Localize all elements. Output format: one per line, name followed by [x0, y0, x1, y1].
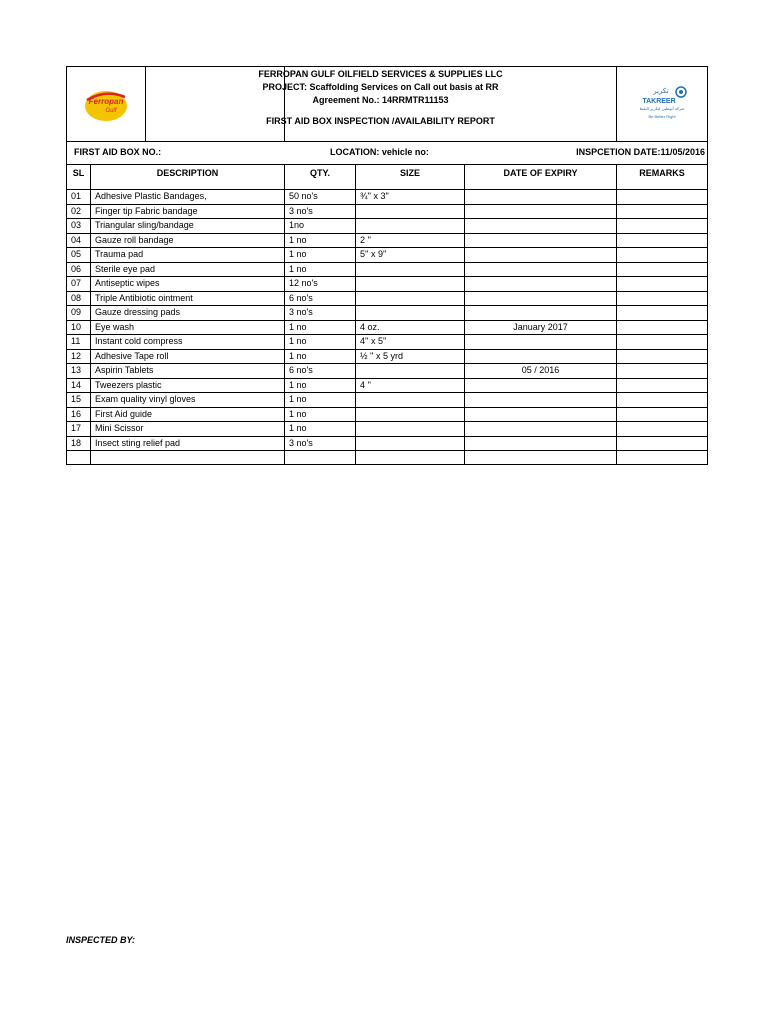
expiry-cell [465, 233, 617, 248]
size-cell [356, 393, 465, 408]
qty-cell: 1 no [285, 378, 356, 393]
qty-cell: 1 no [285, 248, 356, 263]
agreement-number: Agreement No.: 14RRMTR11153 [312, 95, 449, 105]
qty-cell: 1 no [285, 233, 356, 248]
description-cell: Trauma pad [91, 248, 285, 263]
first-aid-box-no-label: FIRST AID BOX NO.: [74, 147, 162, 157]
expiry-cell [465, 204, 617, 219]
remarks-cell [617, 277, 708, 292]
remarks-cell [617, 378, 708, 393]
remarks-cell [617, 233, 708, 248]
sl-cell: 04 [67, 233, 91, 248]
size-cell: 5'' x 9'' [356, 248, 465, 263]
qty-cell: 12 no's [285, 277, 356, 292]
description-cell: Tweezers plastic [91, 378, 285, 393]
size-cell: 4 oz. [356, 320, 465, 335]
takreer-tagline: Be Better Right [648, 114, 676, 119]
sl-cell: 06 [67, 262, 91, 277]
table-row [67, 422, 708, 437]
size-cell: 2 '' [356, 233, 465, 248]
table-row [67, 248, 708, 263]
table-row [67, 378, 708, 393]
table-row [67, 436, 708, 451]
column-header-remarks: REMARKS [617, 165, 708, 190]
project-name: PROJECT: Scaffolding Services on Call out basis at RR [262, 82, 499, 92]
takreer-arabic-sub: شركة أبوظبي لتكرير النفط [639, 106, 685, 111]
qty-cell: 3 no's [285, 204, 356, 219]
table-row [67, 349, 708, 364]
remarks-cell [617, 335, 708, 350]
expiry-cell [465, 407, 617, 422]
expiry-cell [465, 306, 617, 321]
remarks-cell [617, 407, 708, 422]
takreer-logo-icon [631, 83, 693, 121]
inspected-by-label: INSPECTED BY: [66, 935, 136, 945]
remarks-cell [617, 393, 708, 408]
description-cell: Triple Antibiotic ointment [91, 291, 285, 306]
item-rows [67, 190, 708, 451]
size-cell: ½ '' x 5 yrd [356, 349, 465, 364]
ferropan-logo-icon [83, 85, 129, 123]
description-cell: Antiseptic wipes [91, 277, 285, 292]
sl-cell: 18 [67, 436, 91, 451]
size-cell: 4'' x 5'' [356, 335, 465, 350]
sl-cell: 12 [67, 349, 91, 364]
remarks-cell [617, 306, 708, 321]
takreer-logo [627, 83, 697, 125]
table-row [67, 190, 708, 205]
description-cell: Aspirin Tablets [91, 364, 285, 379]
size-cell [356, 436, 465, 451]
sl-cell: 03 [67, 219, 91, 234]
sl-cell: 15 [67, 393, 91, 408]
sl-cell: 11 [67, 335, 91, 350]
table-row [67, 407, 708, 422]
expiry-cell [465, 248, 617, 263]
expiry-cell [465, 393, 617, 408]
description-cell: Finger tip Fabric bandage [91, 204, 285, 219]
ferropan-logo-text: Ferropan [88, 97, 124, 106]
qty-cell: 1 no [285, 393, 356, 408]
size-cell [356, 277, 465, 292]
description-cell: Triangular sling/bandage [91, 219, 285, 234]
sl-cell: 10 [67, 320, 91, 335]
table-row [67, 364, 708, 379]
description-cell: Instant cold compress [91, 335, 285, 350]
size-cell: 4 '' [356, 378, 465, 393]
size-cell [356, 407, 465, 422]
remarks-cell [617, 262, 708, 277]
table-row [67, 393, 708, 408]
header-title-cell [258, 67, 617, 142]
inspection-report-table [66, 66, 708, 465]
column-header-sl: SL [67, 165, 91, 190]
sl-cell: 17 [67, 422, 91, 437]
expiry-cell [465, 291, 617, 306]
qty-cell: 1 no [285, 407, 356, 422]
expiry-cell [465, 190, 617, 205]
report-title: FIRST AID BOX INSPECTION /AVAILABILITY REPORT [266, 116, 495, 126]
report-header [67, 67, 708, 142]
size-cell [356, 204, 465, 219]
ferropan-logo-sub: Gulf [105, 108, 117, 114]
sl-cell: 16 [67, 407, 91, 422]
location-label: LOCATION: vehicle no: [330, 147, 429, 157]
remarks-cell [617, 291, 708, 306]
inspection-date-label: INSPCETION DATE:11/05/2016 [576, 147, 705, 157]
sl-cell: 08 [67, 291, 91, 306]
description-cell: Mini Scissor [91, 422, 285, 437]
sl-cell: 13 [67, 364, 91, 379]
table-row-blank [67, 451, 708, 465]
table-row [67, 233, 708, 248]
expiry-cell [465, 335, 617, 350]
qty-cell: 1 no [285, 422, 356, 437]
expiry-cell [465, 378, 617, 393]
table-row [67, 335, 708, 350]
table-row [67, 219, 708, 234]
remarks-cell [617, 349, 708, 364]
description-cell: Insect sting relief pad [91, 436, 285, 451]
qty-cell: 3 no's [285, 436, 356, 451]
qty-cell: 3 no's [285, 306, 356, 321]
table-row [67, 277, 708, 292]
description-cell: Gauze dressing pads [91, 306, 285, 321]
remarks-cell [617, 204, 708, 219]
description-cell: Sterile eye pad [91, 262, 285, 277]
table-row [67, 306, 708, 321]
expiry-cell [465, 422, 617, 437]
qty-cell: 1 no [285, 262, 356, 277]
takreer-arabic: تكرير [653, 87, 669, 95]
size-cell [356, 422, 465, 437]
qty-cell: 50 no's [285, 190, 356, 205]
sl-cell: 09 [67, 306, 91, 321]
column-header-description: DESCRIPTION [91, 165, 285, 190]
size-cell: ¾'' x 3'' [356, 190, 465, 205]
remarks-cell [617, 364, 708, 379]
column-header-row [67, 165, 708, 190]
description-cell: Gauze roll bandage [91, 233, 285, 248]
expiry-cell: 05 / 2016 [465, 364, 617, 379]
qty-cell: 1 no [285, 335, 356, 350]
column-header-expiry: DATE OF EXPIRY [465, 165, 617, 190]
sl-cell: 02 [67, 204, 91, 219]
expiry-cell [465, 436, 617, 451]
column-header-size: SIZE [356, 165, 465, 190]
qty-cell: 6 no's [285, 364, 356, 379]
description-cell: Exam quality vinyl gloves [91, 393, 285, 408]
size-cell [356, 364, 465, 379]
qty-cell: 1 no [285, 320, 356, 335]
info-row [67, 142, 708, 165]
table-row [67, 320, 708, 335]
column-header-qty: QTY. [285, 165, 356, 190]
company-name: FERROPAN GULF OILFIELD SERVICES & SUPPLIES LLC [258, 69, 503, 79]
expiry-cell [465, 219, 617, 234]
description-cell: Adhesive Plastic Bandages, [91, 190, 285, 205]
remarks-cell [617, 422, 708, 437]
description-cell: First Aid guide [91, 407, 285, 422]
qty-cell: 6 no's [285, 291, 356, 306]
qty-cell: 1 no [285, 349, 356, 364]
table-row [67, 204, 708, 219]
expiry-cell [465, 262, 617, 277]
table-row [67, 291, 708, 306]
size-cell [356, 306, 465, 321]
expiry-cell [465, 277, 617, 292]
remarks-cell [617, 190, 708, 205]
sl-cell: 05 [67, 248, 91, 263]
expiry-cell: January 2017 [465, 320, 617, 335]
sl-cell: 01 [67, 190, 91, 205]
remarks-cell [617, 219, 708, 234]
sl-cell: 07 [67, 277, 91, 292]
takreer-logo-cell [617, 67, 708, 142]
ferropan-logo [67, 67, 146, 141]
remarks-cell [617, 320, 708, 335]
size-cell [356, 291, 465, 306]
remarks-cell [617, 436, 708, 451]
table-row [67, 262, 708, 277]
qty-cell: 1no [285, 219, 356, 234]
remarks-cell [617, 248, 708, 263]
takreer-name: TAKREER [642, 98, 676, 105]
sl-cell: 14 [67, 378, 91, 393]
size-cell [356, 262, 465, 277]
expiry-cell [465, 349, 617, 364]
size-cell [356, 219, 465, 234]
description-cell: Eye wash [91, 320, 285, 335]
description-cell: Adhesive Tape roll [91, 349, 285, 364]
